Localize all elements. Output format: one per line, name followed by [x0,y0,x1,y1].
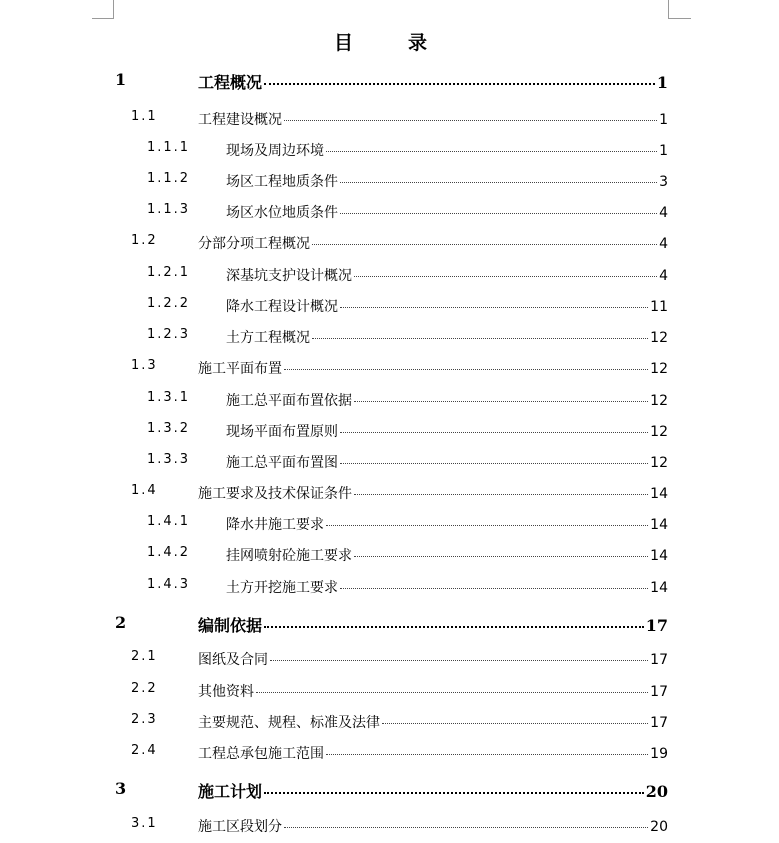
toc-dot-leader [354,556,648,557]
toc-entry-text [198,358,668,378]
toc-entry-page-number: 12 [650,424,668,440]
toc-entry-page-number: 4 [659,268,668,284]
toc-entry[interactable] [0,743,779,765]
toc-entry-page-number: 1 [656,73,668,92]
toc-dot-leader [312,244,657,245]
toc-entry-page-number: 12 [650,455,668,471]
toc-entry-label: 图纸及合同 [198,652,268,668]
toc-entry-label: 现场平面布置原则 [226,424,338,440]
toc-entry-number: 2.2 [131,681,158,696]
toc-entry-page-number: 19 [650,746,668,762]
toc-entry-page-number: 14 [650,517,668,533]
toc-entry-page-number: 14 [650,548,668,564]
crop-mark-left-horizontal [92,18,114,19]
crop-mark-left-vertical [113,0,114,18]
toc-entry-label: 深基坑支护设计概况 [226,268,352,284]
toc-entry-label: 施工要求及技术保证条件 [198,486,352,502]
toc-entry-text [198,779,668,802]
toc-entry-text [198,613,668,636]
toc-entry-page-number: 17 [650,684,668,700]
toc-entry-page-number: 14 [650,580,668,596]
toc-dot-leader [256,692,648,693]
toc-entry-number: 2.4 [131,743,158,758]
toc-entry-page-number: 20 [645,782,668,801]
toc-entry[interactable] [0,171,779,193]
toc-entry-page-number: 12 [650,330,668,346]
toc-entry-number: 1.1.1 [147,140,191,155]
toc-entry-label: 工程建设概况 [198,112,282,128]
toc-entry-number: 3 [115,779,127,798]
toc-entry-label: 其他资料 [198,684,254,700]
toc-dot-leader [382,723,648,724]
toc-entry-text [226,171,668,191]
toc-dot-leader [264,626,644,628]
toc-entry-text [198,816,668,836]
toc-entry-number: 1.4 [131,483,158,498]
toc-entry-number: 1.4.2 [147,545,191,560]
toc-entry[interactable] [0,483,779,505]
toc-entry-text [198,109,668,129]
toc-entry-label: 施工总平面布置依据 [226,393,352,409]
toc-dot-leader [340,463,648,464]
toc-entry-label: 施工区段划分 [198,819,282,835]
toc-entry-number: 1.1.2 [147,171,191,186]
toc-entry[interactable] [0,140,779,162]
toc-entry[interactable] [0,390,779,412]
toc-dot-leader [326,151,657,152]
toc-entry-text [226,140,668,160]
toc-dot-leader [284,120,657,121]
toc-entry-page-number: 17 [650,715,668,731]
toc-entry[interactable] [0,779,779,801]
toc-dot-leader [284,827,648,828]
toc-entry[interactable] [0,681,779,703]
toc-entry-text [226,265,668,285]
toc-entry-label: 降水井施工要求 [226,517,324,533]
toc-entry-page-number: 12 [650,393,668,409]
toc-entry-text [226,390,668,410]
toc-dot-leader [340,588,648,589]
toc-entry-number: 1.1 [131,109,158,124]
toc-entry[interactable] [0,327,779,349]
toc-entry-text [226,577,668,597]
toc-entry-page-number: 20 [650,819,668,835]
toc-entry-text [198,483,668,503]
toc-entry-label: 降水工程设计概况 [226,299,338,315]
toc-entry-text [198,70,668,93]
toc-entry[interactable] [0,816,779,838]
toc-entry-text [226,452,668,472]
toc-entry[interactable] [0,109,779,131]
toc-entry-label: 挂网喷射砼施工要求 [226,548,352,564]
toc-entry-number: 1.3.2 [147,421,191,436]
toc-entry-number: 1 [115,70,127,89]
toc-entry[interactable] [0,514,779,536]
toc-entry[interactable] [0,202,779,224]
toc-entry-number: 1.2 [131,233,158,248]
toc-entry-number: 1.4.1 [147,514,191,529]
crop-mark-right-vertical [668,0,669,18]
toc-dot-leader [354,401,648,402]
toc-dot-leader [264,83,655,85]
toc-entry-number: 2.1 [131,649,158,664]
toc-entry[interactable] [0,265,779,287]
toc-entry-page-number: 12 [650,361,668,377]
toc-entry-text [198,649,668,669]
toc-entry-text [198,681,668,701]
toc-dot-leader [340,182,657,183]
toc-entry-page-number: 4 [659,205,668,221]
toc-entry[interactable] [0,296,779,318]
toc-entry-label: 工程总承包施工范围 [198,746,324,762]
toc-entry-label: 施工计划 [198,782,263,801]
toc-dot-leader [354,276,657,277]
toc-dot-leader [326,754,648,755]
toc-entry-label: 工程概况 [198,73,263,92]
toc-entry-text [226,327,668,347]
toc-dot-leader [340,432,648,433]
toc-dot-leader [340,307,648,308]
toc-entry-label: 场区工程地质条件 [226,174,338,190]
toc-entry-number: 1.2.3 [147,327,191,342]
toc-entry[interactable] [0,545,779,567]
toc-dot-leader [264,792,644,794]
toc-entry-number: 1.3.3 [147,452,191,467]
toc-entry[interactable] [0,233,779,255]
toc-entry-label: 分部分项工程概况 [198,236,310,252]
toc-entry-page-number: 1 [659,112,668,128]
toc-entry-text [226,514,668,534]
toc-entry-number: 1.3 [131,358,158,373]
toc-entry-text [198,233,668,253]
toc-entry-text [226,421,668,441]
toc-entry-label: 施工总平面布置图 [226,455,338,471]
toc-entry-number: 1.2.1 [147,265,191,280]
toc-entry-text [226,296,668,316]
crop-mark-right-horizontal [668,18,691,19]
toc-entry[interactable] [0,358,779,380]
toc-entry-label: 土方工程概况 [226,330,310,346]
toc-entry-label: 主要规范、规程、标准及法律 [198,715,380,731]
toc-entry-label: 土方开挖施工要求 [226,580,338,596]
toc-entry-page-number: 1 [659,143,668,159]
toc-entry-label: 现场及周边环境 [226,143,324,159]
toc-entry[interactable] [0,70,779,92]
toc-entry[interactable] [0,649,779,671]
toc-entry-number: 3.1 [131,816,158,831]
toc-entry-label: 施工平面布置 [198,361,282,377]
toc-dot-leader [340,213,657,214]
toc-entry-page-number: 14 [650,486,668,502]
toc-entry-page-number: 4 [659,236,668,252]
toc-dot-leader [354,494,648,495]
toc-entry-label: 场区水位地质条件 [226,205,338,221]
toc-entry-number: 1.4.3 [147,577,191,592]
toc-entry-page-number: 17 [650,652,668,668]
toc-entry-number: 1.1.3 [147,202,191,217]
toc-entry[interactable] [0,712,779,734]
toc-entry[interactable] [0,452,779,474]
toc-entry-number: 1.3.1 [147,390,191,405]
toc-entry[interactable] [0,577,779,599]
toc-entry-text [198,743,668,763]
toc-entry-number: 2 [115,613,127,632]
toc-title: 目 录 [333,32,445,54]
toc-entry-text [226,545,668,565]
toc-entry-page-number: 17 [645,616,668,635]
toc-entry-page-number: 3 [659,174,668,190]
toc-entry-number: 2.3 [131,712,158,727]
toc-entry[interactable] [0,421,779,443]
toc-entry-number: 1.2.2 [147,296,191,311]
toc-entry-label: 编制依据 [198,616,263,635]
toc-entry[interactable] [0,613,779,635]
toc-dot-leader [284,369,648,370]
toc-dot-leader [270,660,648,661]
toc-dot-leader [326,525,648,526]
toc-entry-page-number: 11 [650,299,668,315]
toc-dot-leader [312,338,648,339]
toc-entry-text [226,202,668,222]
toc-entry-text [198,712,668,732]
